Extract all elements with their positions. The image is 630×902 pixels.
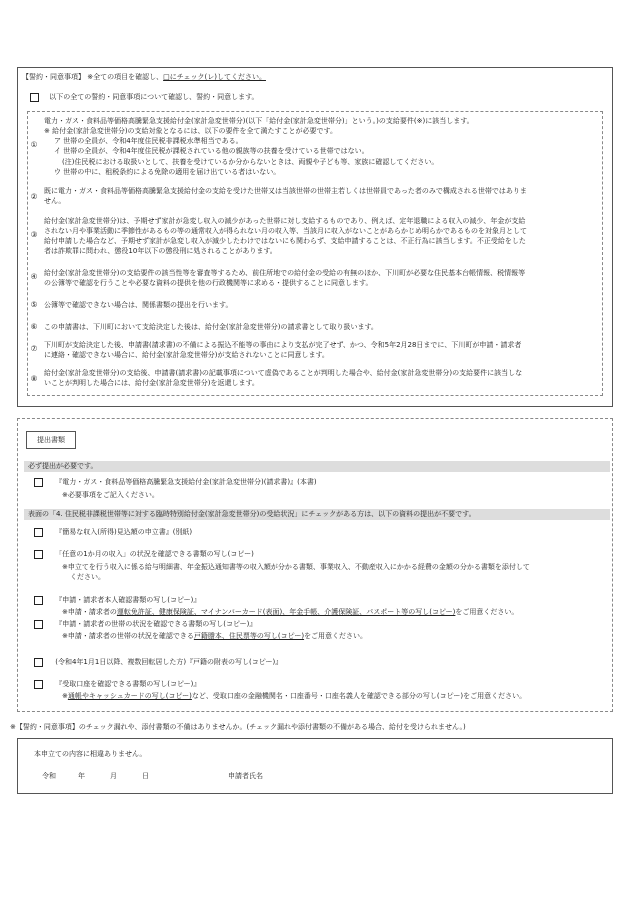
doc-main-note: ※必要事項をご記入ください。 (62, 491, 159, 500)
pledge-item-5: ⑤ 公簿等で確認できない場合は、関係書類の提出を行います。 (28, 300, 602, 312)
signature-section (17, 738, 613, 794)
signature-statement: 本申立ての内容に相違ありません。 (34, 750, 147, 758)
item-number: ① (30, 140, 38, 149)
pledge-item-1: ① 電力・ガス・食料品等価格高騰緊急支援給付金(家計急変世帯分)(以下「給付金(家計急変世帯分)」という。)の支給要件(※)に該当します。 ※ 給付金(家計急変世帯分)の支給対象となるには、以下の要件を全て満たすことが必要です。 ア 世帯の全員が、令和4年度住民税非課税水準相当である。 イ 世帯の全員が、令和4年度住民税が課税されている他の親族等の扶養を受けている世帯ではない。 (注)住民税における取扱いとして、扶養を受けているか分からないときは、両親や子ども等、家族に確認してください。 ウ 世帯の中に、租税条約による免除の適用を届け出ている者はいない。 (28, 116, 602, 176)
item-number: ⑦ (30, 344, 38, 353)
pledge-item-4: ④ 給付金(家計急変世帯分)の支給要件の該当性等を審査等するため、前住所地での給付金の受給の有無のほか、下川町が必要な住民基本台帳情報、税情報等 の公簿等で確認を行うことや必要な資料の提供を他の行政機関等に求める・提供することに同意します。 (28, 268, 602, 290)
pledge-section (17, 67, 613, 407)
pledge-item-7: ⑦ 下川町が支給決定した後、申請書(請求書)の不備による振込不能等の事由により支払が完了せず、かつ、令和5年2月28日までに、下川町が申請・請求者 に連絡・確認できない場合に、給付金(家計急変世帯分)が支給されないことに同意します。 (28, 340, 602, 362)
item-number: ⑥ (30, 322, 38, 331)
doc-item-row: (令和4年1月1日以降、複数回転居した方)『戸籍の附表の写し(コピー)』 (34, 657, 604, 667)
doc-item-row: 『受取口座を確認できる書類の写し(コピー)』 ※通帳やキャッシュカードの写し(コピー)など、受取口座の金融機関名・口座番号・口座名義人を確認できる部分の写し(コピー)をご用意ください。 (34, 679, 604, 701)
doc-item-note: ※申立てを行う収入に係る給与明細書、年金振込通知書等の収入額が分かる書類、事業収入、不動産収入にかかる経費の金額の分かる書類を添付して ください。 (62, 563, 530, 582)
doc-main-row (34, 477, 604, 500)
month-label: 月 (110, 772, 117, 780)
required-band: 必ず提出が必要です。 (24, 461, 610, 472)
date-row (42, 771, 602, 781)
item-number: ② (30, 192, 38, 201)
doc-item-row: 『簡易な収入(所得)見込額の申立書』(別紙) (34, 527, 604, 537)
item-number: ④ (30, 272, 38, 281)
exempt-band: 表面の「4. 住民税非課税世帯等に対する臨時特別給付金(家計急変世帯分)の受給状況」にチェックがある方は、以下の資料の提出が不要です。 (24, 509, 610, 520)
pledge-header: 【誓約・同意事項】 ※全ての項目を確認し、□にチェック(レ)してください。 (22, 73, 266, 81)
warning-text: ※【誓約・同意事項】のチェック漏れや、添付書類の不備はありませんか。(チェック漏れや添付書類の不備がある場合、給付を受けられません。) (10, 723, 466, 731)
pledge-item-3: ③ 給付金(家計急変世帯分)は、予期せず家計が急変し収入の減少があった世帯に対し支給するものであり、例えば、定年退職による収入の減少、年金が支給 されない月や事業活動に季節性があるもの等の通常収入が得られない月の収入等、当該月に収入がないことがあらかじめ明らかであるものを対象月として 給付申請した場合など、予期せず家計が急変し収入が減少したわけではないにも関わらず、支給申請することは、不正行為に該当します。不正受給をした 者は詐欺罪に問われ、懲役10年以下の懲役刑に処されることがあります。 (28, 216, 602, 258)
agree-all-row (30, 92, 259, 102)
doc-item-row: 『申請・請求者本人確認書類の写し(コピー)』 ※申請・請求者の運転免許証、健康保険証、マイナンバーカード(表面)、年金手帳、介護保険証、パスポート等の写し(コピー)をご用意ください。 (34, 595, 604, 617)
item-number: ③ (30, 230, 38, 239)
item-number: ⑤ (30, 300, 38, 309)
era-label: 令和 (42, 772, 56, 780)
documents-title: 提出書類 (26, 431, 76, 449)
doc-item-checkbox[interactable] (34, 596, 43, 605)
doc-item-note: ※申請・請求者の世帯の状況を確認できる戸籍謄本、住民票等の写し(コピー)をご用意ください。 (62, 632, 368, 641)
doc-item-row: 『申請・請求者の世帯の状況を確認できる書類の写し(コピー)』 ※申請・請求者の世帯の状況を確認できる戸籍謄本、住民票等の写し(コピー)をご用意ください。 (34, 619, 604, 641)
applicant-name-label: 申請者氏名 (228, 772, 263, 780)
doc-main-label: 『電力・ガス・食料品等価格高騰緊急支援給付金(家計急変世帯分)(請求書)』(本書) (55, 478, 317, 486)
doc-item-row: 「任意の1か月の収入」の状況を確認できる書類の写し(コピー) ※申立てを行う収入に係る給与明細書、年金振込通知書等の収入額が分かる書類、事業収入、不動産収入にかかる経費の金額の分かる書類を添付して ください。 (34, 549, 604, 582)
documents-section (17, 418, 613, 712)
day-label: 日 (142, 772, 149, 780)
item-number: ⑧ (30, 374, 38, 383)
year-label: 年 (78, 772, 85, 780)
doc-item-checkbox[interactable] (34, 528, 43, 537)
doc-item-checkbox[interactable] (34, 550, 43, 559)
doc-main-checkbox[interactable] (34, 478, 43, 487)
doc-item-note: ※申請・請求者の運転免許証、健康保険証、マイナンバーカード(表面)、年金手帳、介護保険証、パスポート等の写し(コピー)をご用意ください。 (62, 608, 519, 617)
pledge-items-box (27, 111, 603, 396)
doc-item-note: ※通帳やキャッシュカードの写し(コピー)など、受取口座の金融機関名・口座番号・口座名義人を確認できる部分の写し(コピー)をご用意ください。 (62, 692, 527, 701)
pledge-item-8: ⑧ 給付金(家計急変世帯分)の支給後、申請書(請求書)の記載事項について虚偽であることが判明した場合や、給付金(家計急変世帯分)の支給要件に該当しな いことが判明した場合には、給付金(家計急変世帯分)を返還します。 (28, 368, 602, 390)
pledge-item-6: ⑥ この申請書は、下川町において支給決定した後は、給付金(家計急変世帯分)の請求書として取り扱います。 (28, 322, 602, 334)
doc-item-checkbox[interactable] (34, 680, 43, 689)
doc-item-checkbox[interactable] (34, 620, 43, 629)
agree-all-checkbox[interactable] (30, 93, 39, 102)
agree-all-label: 以下の全ての誓約・同意事項について確認し、誓約・同意します。 (49, 93, 259, 101)
doc-item-checkbox[interactable] (34, 658, 43, 667)
pledge-item-2: ② 既に電力・ガス・食料品等価格高騰緊急支援給付金の支給を受けた世帯又は当該世帯の世帯主若しくは世帯員であった者のみで構成される世帯ではありま せん。 (28, 186, 602, 208)
